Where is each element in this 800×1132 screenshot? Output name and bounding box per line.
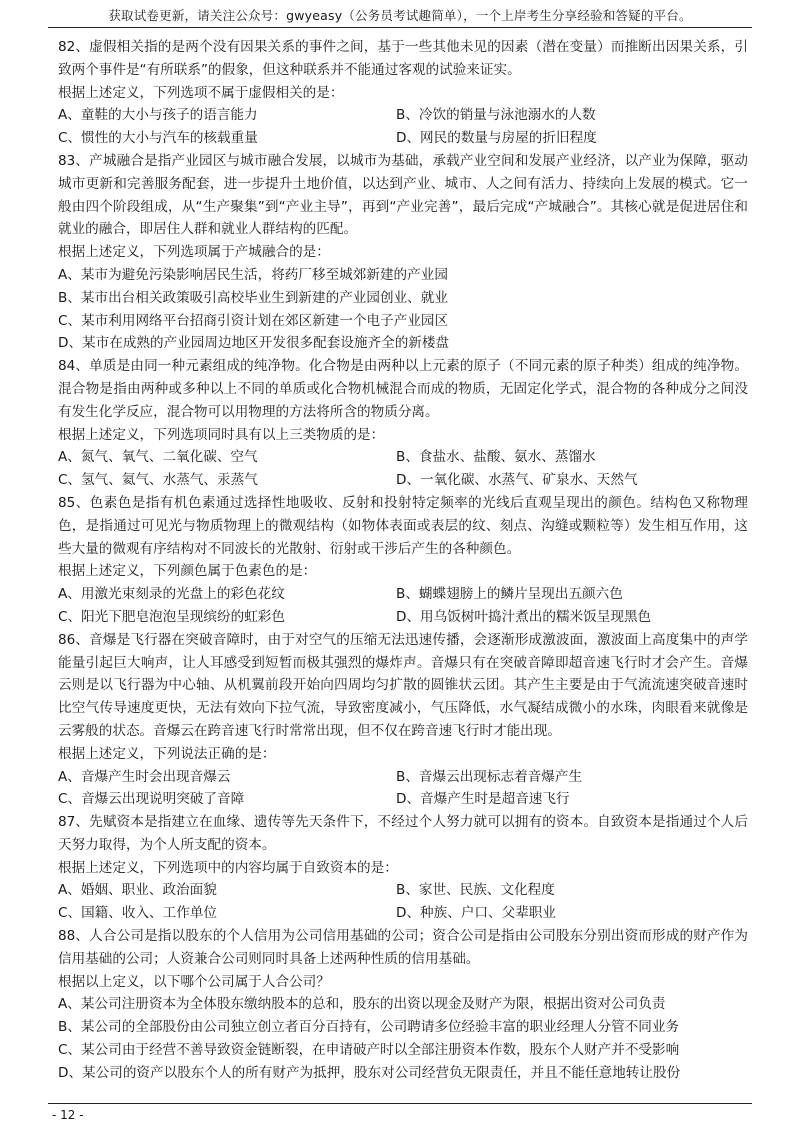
option-a: A、氮气、氧气、二氧化碳、空气: [58, 449, 258, 466]
option-d: D、一氧化碳、水蒸气、矿泉水、天然气: [396, 472, 638, 489]
question-prompt: 根据以上定义，以下哪个公司属于人合公司？: [58, 973, 330, 990]
question-stem: 87、先赋资本是指建立在血缘、遗传等先天条件下，不经过个人努力就可以拥有的资本。自致资本是指通过个人后天努力取得，为个人所支配的资本。: [58, 814, 748, 853]
page-header: 获取试卷更新，请关注公众号：gwyeasy（公务员考试趣简单），一个上岸考生分享经验和答疑的平台。: [108, 8, 692, 23]
question-prompt: 根据上述定义，下列说法正确的是：: [58, 745, 276, 762]
question-stem: 88、人合公司是指以股东的个人信用为公司信用基础的公司；资合公司是指由公司股东分别出资而形成的财产作为信用基础的公司；人资兼合公司则同时具备上述两种性质的信用基础。: [58, 928, 748, 967]
question-prompt: 根据上述定义，下列颜色属于色素色的是：: [58, 563, 317, 580]
option-a: A、某公司注册资本为全体股东缴纳股本的总和，股东的出资以现金及财产为限，根据出资对公司负责: [58, 996, 666, 1013]
option-d: D、网民的数量与房屋的折旧程度: [396, 130, 597, 147]
page-number: - 12 -: [52, 1108, 84, 1122]
question-88: [58, 925, 748, 1085]
question-85: [58, 492, 748, 629]
question-stem: 82、虚假相关指的是两个没有因果关系的事件之间，基于一些其他未见的因素（潜在变量）而推断出因果关系，引致两个事件是“有所联系”的假象，但这种联系并不能通过客观的试验来证实。: [58, 39, 748, 78]
option-c: C、阳光下肥皂泡泡呈现缤纷的虹彩色: [58, 608, 285, 625]
option-b: B、某公司的全部股份由公司独立创立者百分百持有，公司聘请多位经验丰富的职业经理人分管不同业务: [58, 1019, 680, 1036]
question-86: [58, 629, 748, 811]
document-body: [58, 36, 748, 1085]
option-b: B、冷饮的销量与泳池溺水的人数: [396, 107, 596, 124]
question-prompt: 根据上述定义，下列选项属于产城融合的是：: [58, 244, 330, 261]
question-stem: 86、音爆是飞行器在突破音障时，由于对空气的压缩无法迅速传播，会逐渐形成激波面，激波面上高度集中的声学能量引起巨大响声，让人耳感受到短暂而极其强烈的爆炸声。音爆只有在突破音障即超音速飞行时才会产生。音爆云则是以飞行器为中心轴、从机翼前段开始向四周均匀扩散的圆锥状云团。其产生主要是由于气流流速突破音速时比空气传导速度更快，无法有效向下拉气流，导致密度减小，气压降低，水气凝结成微小的水珠，肉眼看来就像是云雾般的状态。音爆云在跨音速飞行时常常出现，但不仅在跨音速飞行时才能出现。: [58, 631, 748, 739]
question-82: [58, 36, 748, 150]
option-c: C、氢气、氦气、水蒸气、汞蒸气: [58, 472, 258, 489]
option-d: D、某公司的资产以股东个人的所有财产为抵押，股东对公司经营负无限责任，并且不能任意地转让股份: [58, 1064, 681, 1081]
question-87: [58, 811, 748, 925]
option-d: D、用乌饭树叶捣汁煮出的糯米饭呈现黑色: [396, 608, 652, 625]
option-a: A、童鞋的大小与孩子的语言能力: [58, 107, 258, 124]
question-stem: 85、色素色是指有机色素通过选择性地吸收、反射和投射特定频率的光线后直观呈现出的颜色。结构色又称物理色，是指通过可见光与物质物理上的微观结构（如物体表面或表层的纹、刻点、沟缝或颗粒等）发生相互作用，这些大量的微观有序结构对不同波长的光散射、衍射或干涉后产生的各种颜色。: [58, 494, 748, 557]
question-83: [58, 150, 748, 355]
option-b: B、家世、民族、文化程度: [396, 882, 555, 899]
option-a: A、用激光束刻录的光盘上的彩色花纹: [58, 586, 285, 603]
option-c: C、惯性的大小与汽车的核载重量: [58, 130, 258, 147]
option-b: B、蝴蝶翅膀上的鳞片呈现出五颜六色: [396, 586, 623, 603]
footer-divider: [48, 1103, 752, 1104]
option-c: C、国籍、收入、工作单位: [58, 905, 218, 922]
question-prompt: 根据上述定义，下列选项中的内容均属于自致资本的是：: [58, 859, 398, 876]
option-d: D、音爆产生时是超音速飞行: [396, 791, 570, 808]
option-a: A、婚姻、职业、政治面貌: [58, 882, 217, 899]
option-d: D、种族、户口、父辈职业: [396, 905, 556, 922]
option-a: A、音爆产生时会出现音爆云: [58, 768, 231, 785]
option-d: D、某市在成熟的产业园周边地区开发很多配套设施齐全的新楼盘: [58, 335, 450, 352]
option-b: B、某市出台相关政策吸引高校毕业生到新建的产业园创业、就业: [58, 289, 448, 306]
option-c: C、某公司由于经营不善导致资金链断裂，在申请破产时以全部注册资本作数，股东个人财产并不受影响: [58, 1042, 680, 1059]
question-stem: 83、产城融合是指产业园区与城市融合发展，以城市为基础，承载产业空间和发展产业经济，以产业为保障，驱动城市更新和完善服务配套，进一步提升土地价值，以达到产业、城市、人之间有活力、持续向上发展的模式。它一般由四个阶段组成，从“生产聚集”到“产业主导”，再到“产业完善”，最后完成“产城融合”。其核心就是促进居住和就业的融合，即居住人群和就业人群结构的匹配。: [58, 152, 748, 238]
question-prompt: 根据上述定义，下列选项不属于虚假相关的是：: [58, 84, 344, 101]
question-stem: 84、单质是由同一种元素组成的纯净物。化合物是由两种以上元素的原子（不同元素的原子种类）组成的纯净物。混合物是指由两种或多种以上不同的单质或化合物机械混合而成的物质，无固定化学式，混合物的各种成分之间没有发生化学反应，混合物可以用物理的方法将所含的物质分离。: [58, 358, 748, 420]
option-c: C、音爆云出现说明突破了音障: [58, 791, 245, 808]
question-prompt: 根据上述定义，下列选项同时具有以上三类物质的是：: [58, 426, 385, 443]
option-c: C、某市利用网络平台招商引资计划在郊区新建一个电子产业园区: [58, 312, 449, 329]
question-84: [58, 355, 748, 492]
option-b: B、音爆云出现标志着音爆产生: [396, 768, 583, 785]
option-b: B、食盐水、盐酸、氨水、蒸馏水: [396, 449, 596, 466]
option-a: A、某市为避免污染影响居民生活，将药厂移至城郊新建的产业园: [58, 266, 448, 283]
header-divider: [48, 27, 752, 28]
